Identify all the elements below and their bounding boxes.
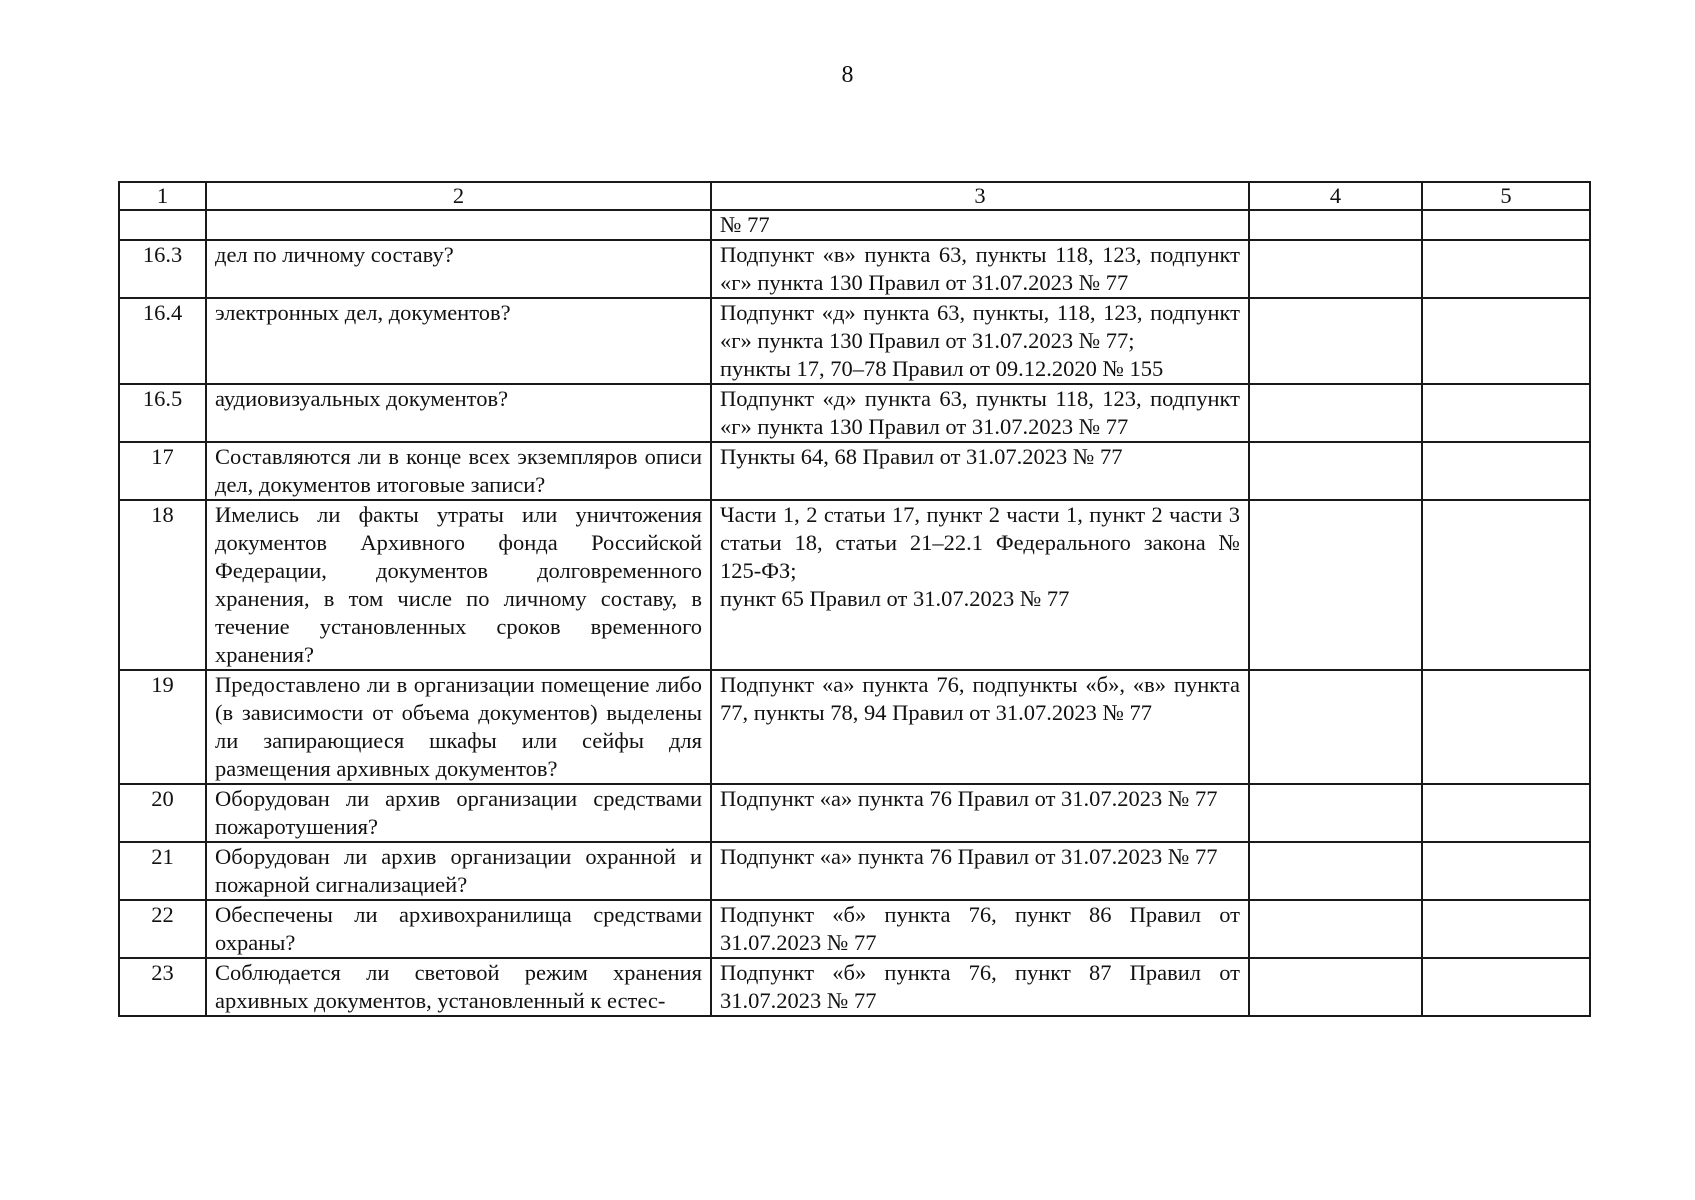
question-cell <box>206 210 711 240</box>
question-cell: Составляются ли в конце всех экземпляров описи дел, документов итоговые записи? <box>206 442 711 500</box>
empty-cell-col-5 <box>1422 500 1590 670</box>
question-cell: Предоставлено ли в организации помещение либо (в зависимости от объема документов) выделены ли запирающиеся шкафы или сейфы для размещения архивных документов? <box>206 670 711 784</box>
header-col-2: 2 <box>206 182 711 210</box>
empty-cell-col-4 <box>1249 442 1422 500</box>
empty-cell-col-5 <box>1422 298 1590 384</box>
reference-text: пункт 65 Правил от 31.07.2023 № 77 <box>720 586 1070 611</box>
question-cell: электронных дел, документов? <box>206 298 711 384</box>
header-col-4: 4 <box>1249 182 1422 210</box>
empty-cell-col-5 <box>1422 900 1590 958</box>
table-row <box>119 842 1590 900</box>
empty-cell-col-4 <box>1249 958 1422 1016</box>
reference-text: пункты 17, 70–78 Правил от 09.12.2020 № 155 <box>720 356 1164 381</box>
empty-cell-col-5 <box>1422 842 1590 900</box>
reference-text: Подпункт «в» пункта 63, пункты 118, 123, подпункт «г» пункта 130 Правил от 31.07.2023 № 77 <box>720 242 1240 295</box>
empty-cell-col-4 <box>1249 784 1422 842</box>
empty-cell-col-5 <box>1422 442 1590 500</box>
row-number <box>119 210 206 240</box>
empty-cell-col-4 <box>1249 240 1422 298</box>
question-cell: Имелись ли факты утраты или уничтожения документов Архивного фонда Российской Федерации, документов долговременного хранения, в том числе по личному составу, в течение установленных сроков временного хранения? <box>206 500 711 670</box>
question-cell: Обеспечены ли архивохранилища средствами охраны? <box>206 900 711 958</box>
table-row <box>119 500 1590 670</box>
row-number: 22 <box>119 900 206 958</box>
row-number: 20 <box>119 784 206 842</box>
reference-text: Подпункт «д» пункта 63, пункты, 118, 123, подпункт «г» пункта 130 Правил от 31.07.2023 № 77; <box>720 300 1240 353</box>
empty-cell-col-5 <box>1422 784 1590 842</box>
empty-cell-col-5 <box>1422 240 1590 298</box>
empty-cell-col-5 <box>1422 958 1590 1016</box>
question-cell: Соблюдается ли световой режим хранения архивных документов, установленный к естес- <box>206 958 711 1016</box>
header-col-3: 3 <box>711 182 1249 210</box>
table-row <box>119 298 1590 384</box>
reference-text: Подпункт «б» пункта 76, пункт 86 Правил от 31.07.2023 № 77 <box>720 902 1240 955</box>
question-cell: Оборудован ли архив организации охранной и пожарной сигнализацией? <box>206 842 711 900</box>
reference-cell <box>711 670 1249 784</box>
empty-cell-col-5 <box>1422 384 1590 442</box>
empty-cell-col-5 <box>1422 210 1590 240</box>
checklist-table <box>118 181 1591 1017</box>
table-row <box>119 784 1590 842</box>
reference-cell <box>711 842 1249 900</box>
reference-text: Части 1, 2 статьи 17, пункт 2 части 1, пункт 2 части 3 статьи 18, статьи 21–22.1 Федерального закона № 125-ФЗ; <box>720 502 1240 583</box>
reference-cell <box>711 384 1249 442</box>
reference-cell <box>711 958 1249 1016</box>
question-cell: дел по личному составу? <box>206 240 711 298</box>
table-body <box>119 210 1590 1016</box>
empty-cell-col-5 <box>1422 670 1590 784</box>
table-row <box>119 210 1590 240</box>
row-number: 18 <box>119 500 206 670</box>
page-number: 8 <box>841 62 854 88</box>
question-cell: Оборудован ли архив организации средствами пожаротушения? <box>206 784 711 842</box>
row-number: 16.4 <box>119 298 206 384</box>
table-row <box>119 240 1590 298</box>
reference-text: Подпункт «а» пункта 76, подпункты «б», «в» пункта 77, пункты 78, 94 Правил от 31.07.2023 № 77 <box>720 672 1240 725</box>
empty-cell-col-4 <box>1249 670 1422 784</box>
empty-cell-col-4 <box>1249 500 1422 670</box>
table-row <box>119 384 1590 442</box>
empty-cell-col-4 <box>1249 298 1422 384</box>
reference-text: Подпункт «а» пункта 76 Правил от 31.07.2023 № 77 <box>720 786 1218 811</box>
reference-cell <box>711 784 1249 842</box>
table-header-row <box>119 182 1590 210</box>
table-row <box>119 900 1590 958</box>
reference-text: Подпункт «а» пункта 76 Правил от 31.07.2023 № 77 <box>720 844 1218 869</box>
empty-cell-col-4 <box>1249 900 1422 958</box>
row-number: 19 <box>119 670 206 784</box>
reference-text: Пункты 64, 68 Правил от 31.07.2023 № 77 <box>720 444 1123 469</box>
row-number: 16.3 <box>119 240 206 298</box>
reference-cell <box>711 500 1249 670</box>
header-col-1: 1 <box>119 182 206 210</box>
header-col-5: 5 <box>1422 182 1590 210</box>
empty-cell-col-4 <box>1249 842 1422 900</box>
row-number: 21 <box>119 842 206 900</box>
question-cell: аудиовизуальных документов? <box>206 384 711 442</box>
row-number: 16.5 <box>119 384 206 442</box>
reference-text: Подпункт «д» пункта 63, пункты 118, 123, подпункт «г» пункта 130 Правил от 31.07.2023 № 77 <box>720 386 1240 439</box>
empty-cell-col-4 <box>1249 210 1422 240</box>
row-number: 17 <box>119 442 206 500</box>
reference-cell <box>711 900 1249 958</box>
empty-cell-col-4 <box>1249 384 1422 442</box>
table-row <box>119 670 1590 784</box>
table-row <box>119 958 1590 1016</box>
reference-cell <box>711 442 1249 500</box>
reference-text: № 77 <box>720 212 770 237</box>
reference-text: Подпункт «б» пункта 76, пункт 87 Правил от 31.07.2023 № 77 <box>720 960 1240 1013</box>
reference-cell <box>711 210 1249 240</box>
row-number: 23 <box>119 958 206 1016</box>
table-row <box>119 442 1590 500</box>
reference-cell <box>711 298 1249 384</box>
reference-cell <box>711 240 1249 298</box>
